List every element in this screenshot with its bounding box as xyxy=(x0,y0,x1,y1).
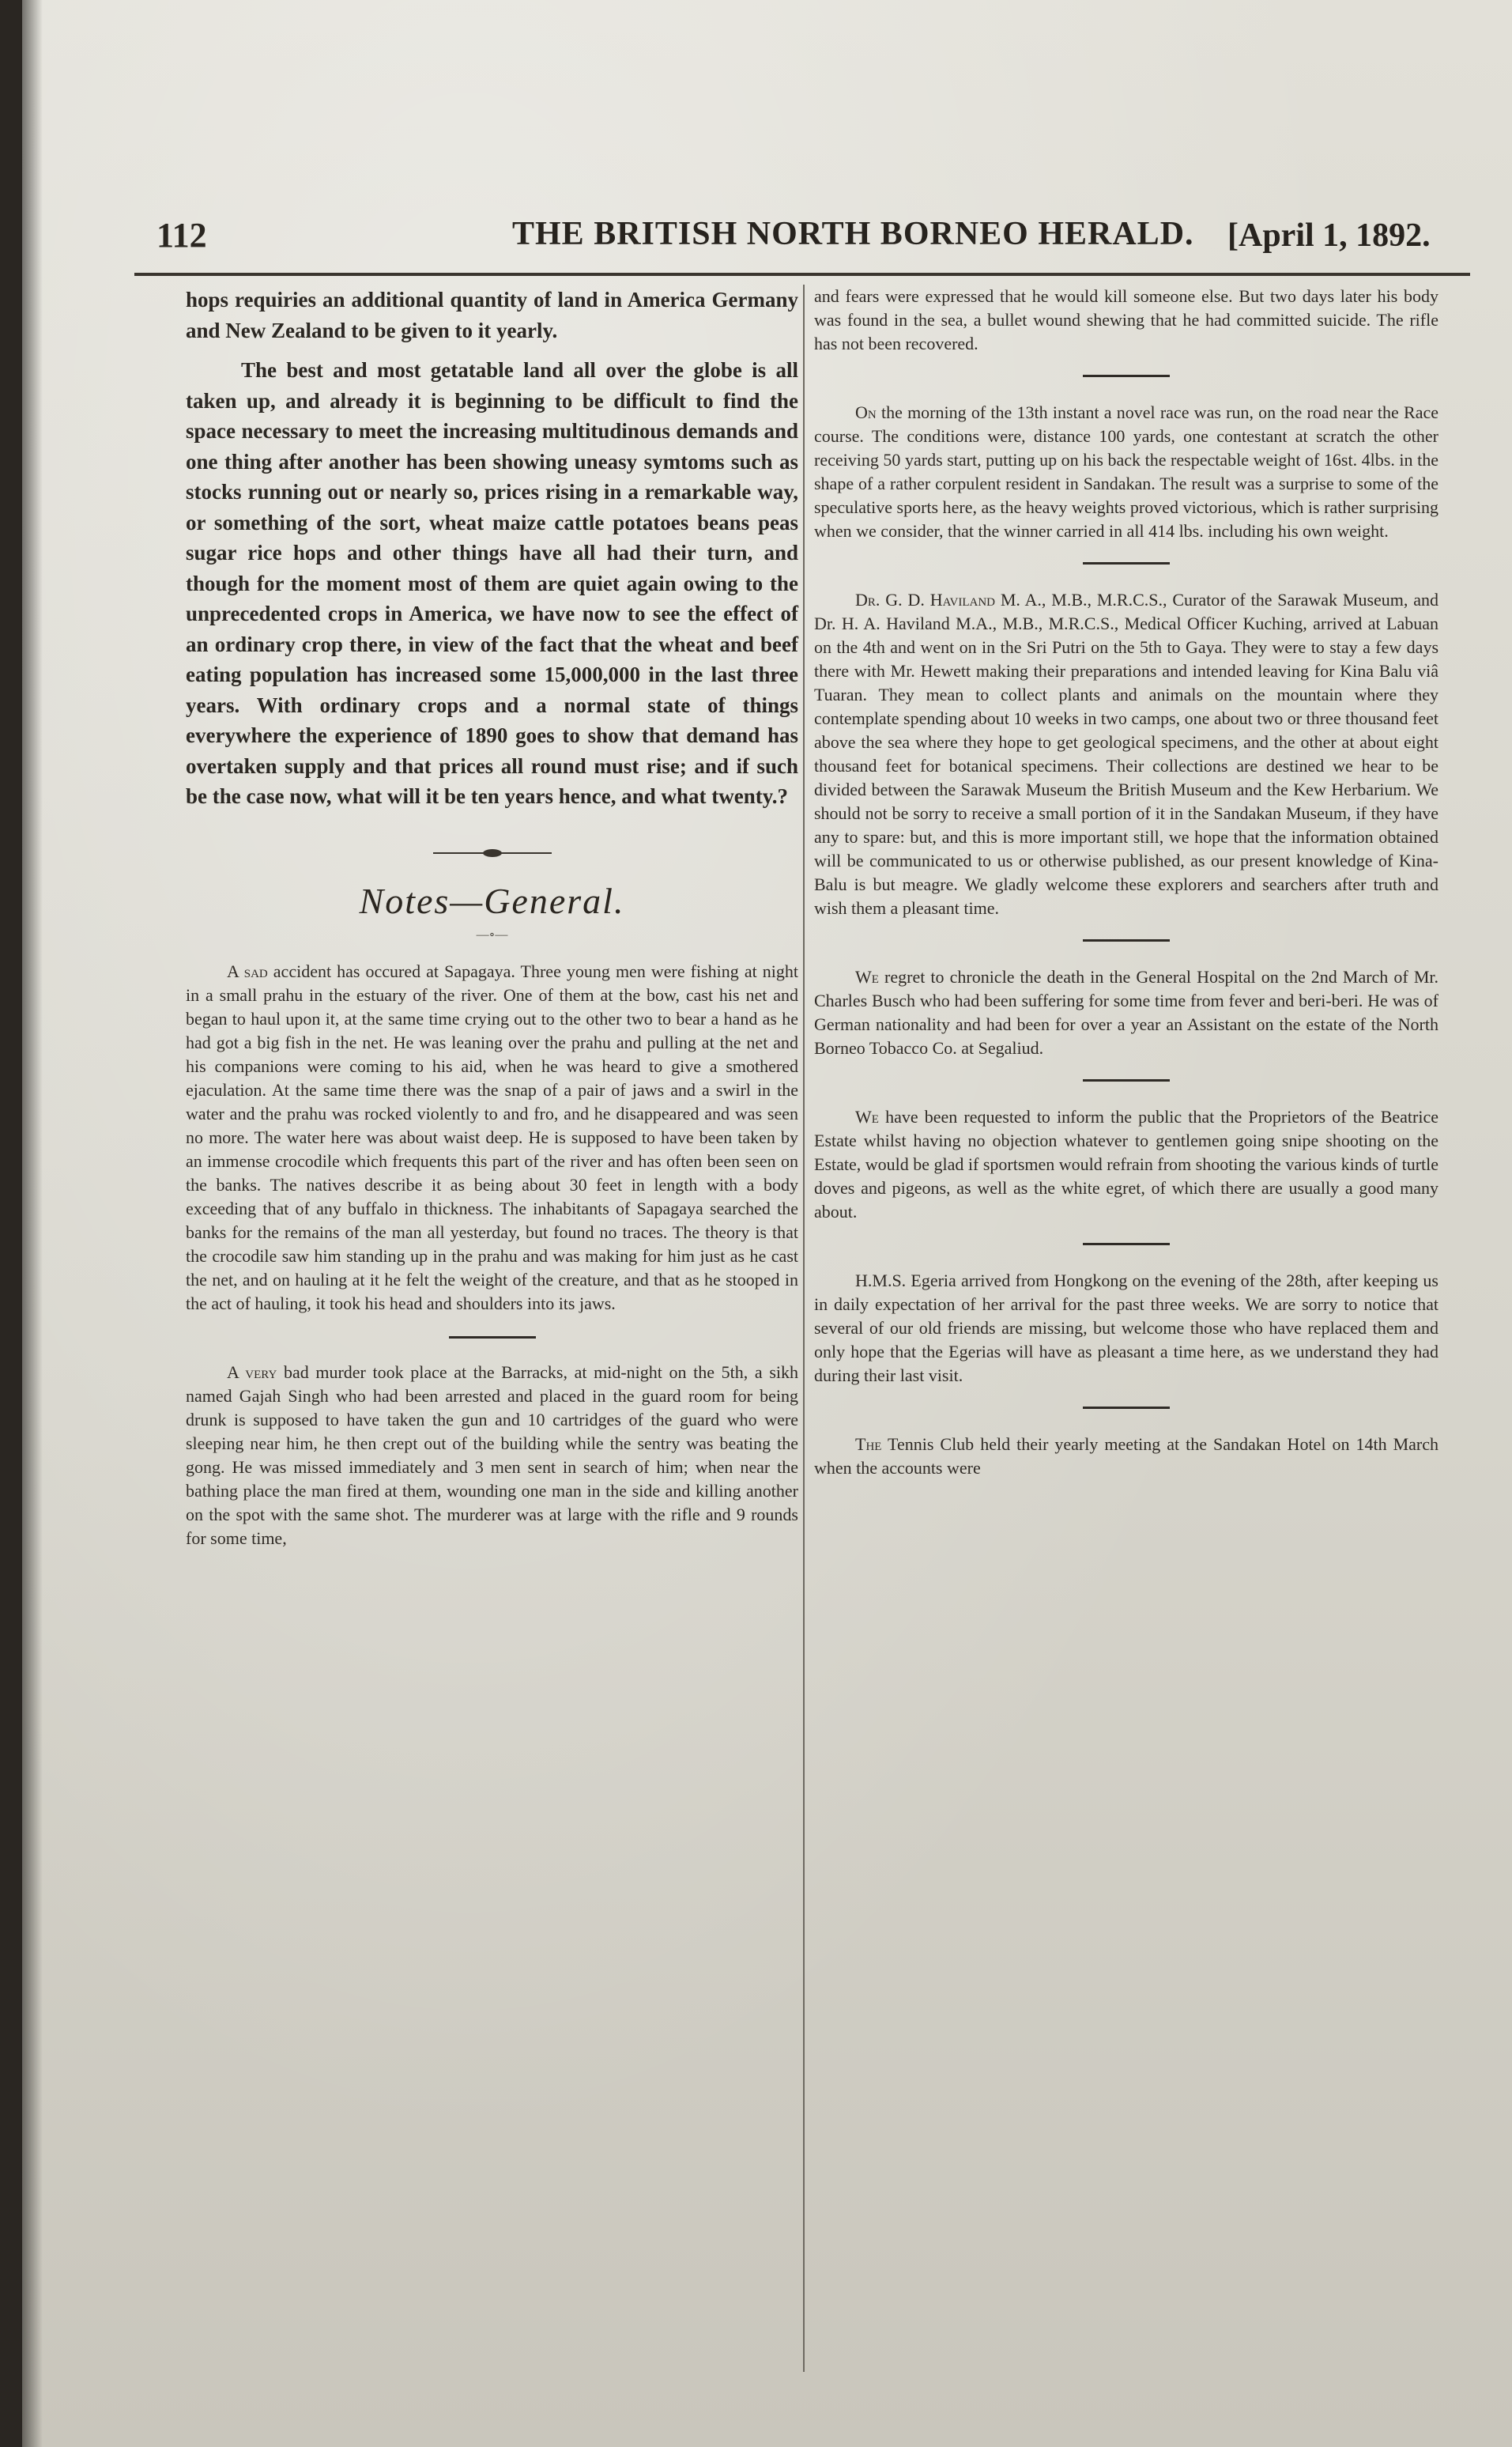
header-rule xyxy=(134,273,1470,276)
column-divider xyxy=(803,285,805,2372)
item-separator xyxy=(1083,562,1170,565)
news-item-lead: On xyxy=(855,402,877,422)
item-separator xyxy=(1083,1243,1170,1245)
page-header xyxy=(156,207,1476,262)
section-heading: Notes—General. xyxy=(359,880,625,921)
news-item-lead: A very xyxy=(227,1361,277,1382)
article-continuation-paragraph: hops requiries an additional quantity of land in America Germany and New Zealand to be given to it yearly. xyxy=(186,288,798,342)
news-item-lead: We xyxy=(855,967,879,987)
masthead-title: THE BRITISH NORTH BORNEO HERALD. xyxy=(512,216,1194,252)
issue-date: [April 1, 1892. xyxy=(1227,217,1431,254)
news-item-text: regret to chronicle the death in the General Hospital on the 2nd March of Mr. Charles Busch who had been suffering for some time from fever and beri-beri. He was of German nationality and had been for over a year an Assistant on the estate of the North Borneo Tobacco Co. at Segaliud. xyxy=(814,967,1438,1058)
murder-continuation: and fears were expressed that he would kill someone else. But two days later his body was found in the sea, a bullet wound shewing that he had committed suicide. The rifle has not been recovered. xyxy=(814,286,1438,353)
news-item-text: have been requested to inform the public that the Proprietors of the Beatrice Estate whilst having no objection whatever to gentlemen going snipe shooting on the Estate, would be glad if sportsmen would refrain from shooting the various kinds of turtle doves and pigeons, as well as the white egret, of which there are usually a good many about. xyxy=(814,1107,1439,1222)
news-item xyxy=(814,401,1438,543)
right-column xyxy=(814,285,1438,2419)
news-item-text: bad murder took place at the Barracks, at mid-night on the 5th, a sikh named Gajah Singh who had been arrested and placed in the guard room for being drunk is supposed to have taken the gun and 10 cartridges of the guard who were sleeping near him, he then crept out of the building while the sentry was beating the gong. He was missed immediately and 3 men sent in search of him; when near the bathing place the man fired at them, wounding one man in the side and killing another on the spot with the same shot. The murderer was at large with the rifle and 9 rounds for some time, xyxy=(186,1361,798,1548)
news-item-lead: We xyxy=(855,1107,879,1127)
article-paragraph: The best and most getatable land all over the globe is all taken up, and already it is beginning to be difficult to find the space necessary to meet the increasing multitudinous demands and one thing after another has been showing uneasy symtoms such as stocks running out or nearly so, prices rising in a remarkable way, or something of the sort, wheat maize cattle potatoes beans peas sugar rice hops and other things have all had their turn, and though for the moment most of them are quiet again owing to the unprecedented crops in America, we have now to see the effect of an ordinary crop there, in view of the fact that the wheat and beef eating population has increased some 15,000,000 in the last three years. With ordinary crops and a normal state of things everywhere the experience of 1890 goes to show that demand has overtaken supply and that prices all round must rise; and if such be the case now, what will it be ten years hence, and what twenty.? xyxy=(186,358,798,808)
news-item-lead: H.M.S. xyxy=(855,1271,907,1290)
news-item xyxy=(814,588,1438,920)
item-separator xyxy=(449,1336,536,1339)
news-item-text: Egeria arrived from Hongkong on the evening of the 28th, after keeping us in daily expectation of her arrival for the past three weeks. We are sorry to notice that several of our old friends are missing, but welcome those who have replaced them and only hope that the Egerias will have as pleasant a time here, as we understand they had during their last visit. xyxy=(814,1271,1438,1385)
news-item xyxy=(186,1361,798,1550)
binding-shadow xyxy=(22,0,43,2447)
left-column xyxy=(186,285,798,2419)
section-ornament xyxy=(433,847,552,859)
news-item xyxy=(186,960,798,1316)
news-item-text: Tennis Club held their yearly meeting at the Sandakan Hotel on 14th March when the accounts were xyxy=(814,1434,1438,1478)
section-dash: —∘— xyxy=(476,927,508,942)
news-item xyxy=(814,1105,1438,1224)
news-item-text: M. A., M.B., M.R.C.S., Curator of the Sarawak Museum, and Dr. H. A. Haviland M.A., M.B., M.R.C.S., Medical Officer Kuching, arrived at Labuan on the 4th and went on in the Sri Putri on the 5th to Gaya. They were to stay a few days there with Mr. Hewett making their preparations and intended leaving for Kina Balu viâ Tuaran. They mean to collect plants and animals on the mountain where they contemplate spending about 10 weeks in two camps, one about two or three thousand feet above the sea where they hope to get geological specimens, and the other at about eight thousand feet for botanical specimens. Their collections are destined we hear to be divided between the Sarawak Museum the British Museum and the Kew Herbarium. We should not be sorry to receive a small portion of it in the Sandakan Museum, if they have any to spare: but, and this is more important still, we hope that the information obtained will be communicated to us or otherwise published, as our present knowledge of Kina-Balu is but meagre. We gladly welcome these explorers and searchers after truth and wish them a pleasant time. xyxy=(814,590,1439,918)
news-item xyxy=(814,1433,1438,1480)
news-item-lead: Dr. G. D. Haviland xyxy=(855,590,995,610)
item-separator xyxy=(1083,1079,1170,1082)
news-item-lead: The xyxy=(855,1434,882,1454)
news-item-text: the morning of the 13th instant a novel race was run, on the road near the Race course. The conditions were, distance 100 yards, one contestant at scratch the other receiving 50 yards start, putting up on his back the respectable weight of 16st. 4lbs. in the shape of a rather corpulent resident in Sandakan. The result was a surprise to some of the speculative sports here, as the heavy weights proved victorious, which is rather surprising when we consider, that the winner carried in all 414 lbs. including his own weight. xyxy=(814,402,1438,541)
item-separator xyxy=(1083,939,1170,942)
news-item-text: accident has occured at Sapagaya. Three young men were fishing at night in a small prahu in the estuary of the river. One of them at the bow, cast his net and began to haul upon it, at the same time crying out to the other two to bear a hand as he had got a big fish in the net. He was leaning over the prahu and pulling at the net and his companions were coming to his aid, when he was heard to give a smothered ejaculation. At the same time there was the snap of a pair of jaws and a swirl in the water and the prahu was rocked violently to and fro, and he disappeared and was seen no more. The water here was about waist deep. He is supposed to have been taken by an immense crocodile which frequents this part of the river and has often been seen on the banks. The natives describe it as being about 30 feet in length with a body exceeding that of any buffalo in thickness. The inhabitants of Sapagaya searched the banks for the remains of the man all yesterday, but found no traces. The theory is that the crocodile saw him standing up in the prahu and was making for him just as he cast the net, and on hauling at it he felt the weight of the creature, and that as he stooped in the act of hauling, it took his head and shoulders into its jaws. xyxy=(186,961,798,1313)
page-number: 112 xyxy=(156,216,207,255)
item-separator xyxy=(1083,375,1170,377)
news-item-lead: A sad xyxy=(227,961,268,981)
item-separator xyxy=(1083,1407,1170,1409)
news-item xyxy=(814,965,1438,1060)
news-item xyxy=(814,1269,1438,1388)
